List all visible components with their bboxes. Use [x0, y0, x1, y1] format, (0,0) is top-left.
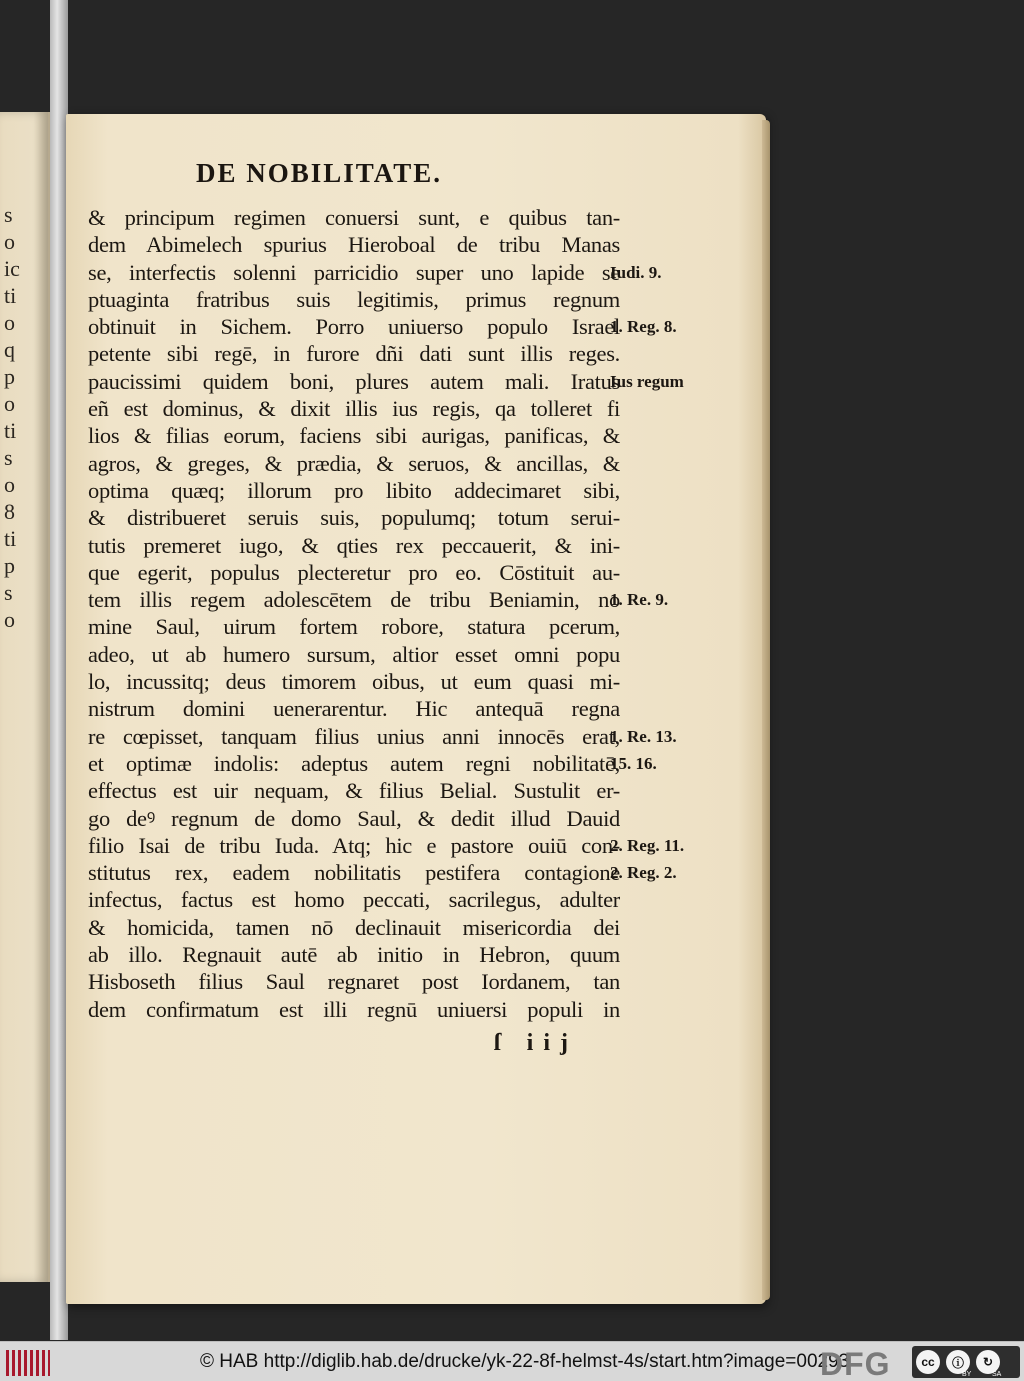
text-line: lios & filias eorum, faciens sibi aurigas, panificas, & [88, 423, 620, 449]
sa-label: SA [992, 1371, 1002, 1378]
running-head: DE NOBILITATE. [196, 158, 443, 188]
text-line: & principum regimen conuersi sunt, e quibus tan- [88, 205, 620, 230]
text-line: tem illis regem adolescētem de tribu Beniamin, no [88, 587, 620, 613]
left-page-letter: o [4, 310, 15, 335]
left-page-letter: o [4, 472, 15, 497]
left-page-letter: ic [4, 256, 20, 281]
dfg-logo: DFG [820, 1346, 891, 1381]
by-label: BY [962, 1371, 972, 1378]
left-page-letter: p [4, 553, 15, 578]
left-page-letter: ti [4, 418, 17, 443]
left-page-letter: q [4, 337, 15, 362]
page-edge [762, 120, 770, 1300]
text-line: que egerit, populus plecteretur pro eo. Cōstituit au- [88, 559, 620, 585]
text-line: dem confirmatum est illi regnū uniuersi populi in [88, 996, 620, 1022]
left-page-letter: 8 [4, 499, 15, 524]
footer-credit-link[interactable]: © HAB http://diglib.hab.de/drucke/yk-22-8f-helmst-4s/start.htm?image=00293 [200, 1351, 850, 1372]
text-line: nistrum domini uenerarentur. Hic antequā regna [88, 696, 620, 722]
text-line: lo, incussitq; deus timorem oibus, ut eum quasi mi- [88, 669, 620, 695]
cc-license-badge[interactable] [912, 1346, 1020, 1378]
margin-note: 1. Reg. 8. [610, 317, 677, 337]
text-line: et optimæ indolis: adeptus autem regni nobilitatē, [88, 750, 620, 776]
text-line: agros, & greges, & prædia, & seruos, & ancillas, & [88, 450, 620, 476]
hab-logo-icon [6, 1350, 50, 1376]
text-line: & distribueret seruis suis, populumq; totum serui- [88, 505, 620, 531]
text-line: tutis premeret iugo, & qties rex peccauerit, & ini- [88, 532, 620, 558]
margin-note: 1. Re. 9. [610, 590, 669, 610]
text-line: se, interfectis solenni parricidio super uno lapide se [88, 259, 620, 285]
footer-bar [0, 1341, 1024, 1381]
text-line: stitutus rex, eadem nobilitatis pestifera contagione [88, 860, 620, 886]
text-line: filio Isai de tribu Iuda. Atq; hic e pastore ouiū con- [88, 832, 620, 858]
text-line: obtinuit in Sichem. Porro uniuerso populo Israel [88, 314, 620, 340]
left-page-letter: o [4, 607, 15, 632]
margin-note: 2. Reg. 2. [610, 863, 677, 883]
text-line: ab illo. Regnauit autē ab initio in Hebron, quum [88, 942, 620, 968]
left-page-fragment [0, 112, 50, 1282]
left-page-letter: p [4, 364, 15, 389]
left-page-letter: o [4, 229, 15, 254]
left-page-letter: o [4, 391, 15, 416]
text-line: effectus est uir nequam, & filius Belial. Sustulit er- [88, 778, 620, 804]
body-text [88, 204, 620, 1023]
margin-note: 15. 16. [610, 754, 657, 773]
by-icon: ⓘ [946, 1350, 970, 1374]
text-line: go deꝰ regnum de domo Saul, & dedit illud Dauid [88, 805, 620, 831]
left-page-letter: ti [4, 283, 17, 308]
text-line: dem Abimelech spurius Hieroboal de tribu Manas [88, 232, 620, 258]
text-line: paucissimi quidem boni, plures autem mali. Iratus [88, 368, 620, 394]
left-page-letter: s [4, 445, 13, 470]
text-line: & homicida, tamen nō declinauit misericordia dei [88, 914, 620, 940]
left-page-letter: ti [4, 526, 17, 551]
text-line: optima quæq; illorum pro libito addecimaret sibi, [88, 477, 620, 503]
text-line: re cœpisset, tanquam filius unius anni innocēs erat, [88, 723, 620, 749]
text-line: infectus, factus est homo peccati, sacrilegus, adulter [88, 887, 620, 913]
left-page-letter: s [4, 580, 13, 605]
margin-note: 2. Reg. 11. [610, 835, 685, 855]
signature-mark: ſ iij [494, 1030, 578, 1056]
sa-icon: ↻ [976, 1350, 1000, 1374]
text-line: mine Saul, uirum fortem robore, statura pcerum, [88, 614, 620, 640]
text-line: eñ est dominus, & dixit illis ius regis, qa tolleret fi [88, 396, 620, 422]
text-line: adeo, ut ab humero sursum, altior esset omni popu [88, 641, 620, 667]
cc-icon: cc [916, 1350, 940, 1374]
text-line: Hisboseth filius Saul regnaret post Iordanem, tan [88, 969, 620, 995]
text-line: ptuaginta fratribus suis legitimis, primus regnum [88, 286, 620, 312]
margin-note: 1. Re. 13. [610, 726, 677, 746]
margin-note: Iudi. 9. [610, 262, 662, 282]
left-page-letter: s [4, 202, 13, 227]
text-line: petente sibi regē, in furore dñi dati sunt illis reges. [88, 341, 620, 367]
margin-note: Ius regum [610, 371, 684, 391]
